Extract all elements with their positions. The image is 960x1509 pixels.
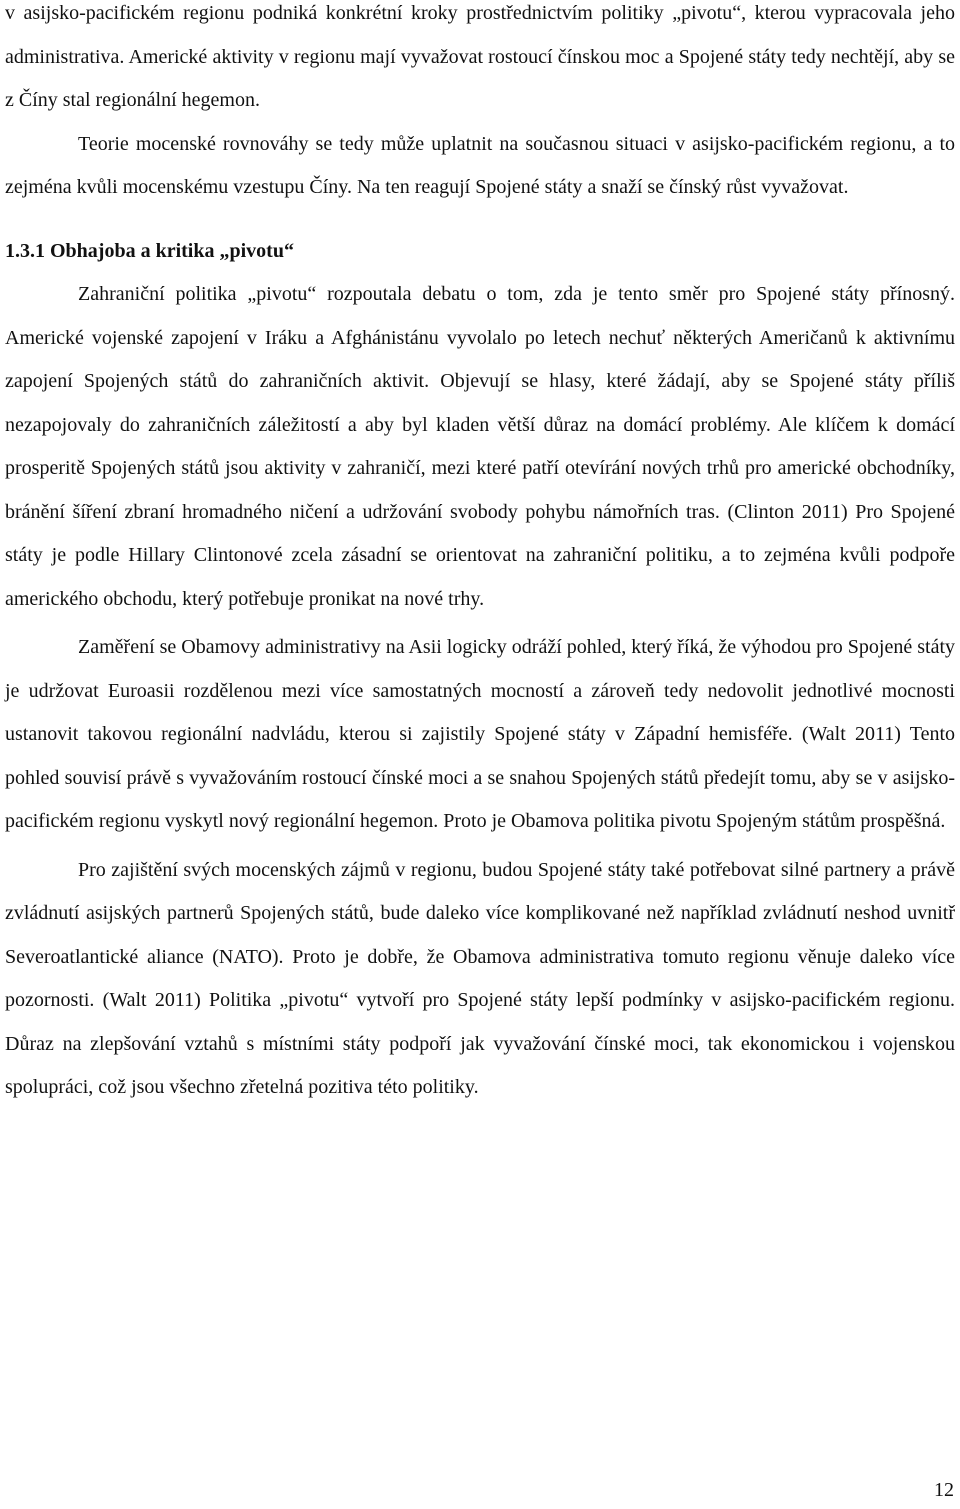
paragraph-balance-of-power: Teorie mocenské rovnováhy se tedy může uplatnit na současnou situaci v asijsko-pacifickém regionu, a to zejména kvůli mocenskému vzestupu Číny. Na ten reagují Spojené státy a snaží se čínský růst vyvažovat.	[5, 132, 955, 198]
paragraph-strong-partners: Pro zajištění svých mocenských zájmů v regionu, budou Spojené státy také potřebovat silné partnery a právě zvládnutí asijských partnerů Spojených států, bude daleko více komplikované než například zvládnutí neshod uvnitř Severoatlantické aliance (NATO). Proto je dobře, že Obamova administrativa tomuto regionu věnuje daleko více pozornosti. (Walt 2011) Politika „pivotu“ vytvoří pro Spojené státy lepší podmínky v asijsko-pacifickém regionu. Důraz na zlepšování vztahů s místními státy podpoří jak vyvažování čínské moci, tak ekonomickou i vojenskou spolupráci, což jsou všechno zřetelná pozitiva této politiky.	[5, 858, 955, 1098]
paragraph-pivot-debate: Zahraniční politika „pivotu“ rozpoutala debatu o tom, zda je tento směr pro Spojené státy přínosný. Americké vojenské zapojení v Iráku a Afghánistánu vyvolalo po letech nechuť některých Američanů k aktivnímu zapojení Spojených států do zahraničních aktivit. Objevují se hlasy, které žádají, aby se Spojené státy příliš nezapojovaly do zahraničních záležitostí a aby byl kladen větší důraz na domácí problémy. Ale klíčem k domácí prosperitě Spojených států jsou aktivity v zahraničí, mezi které patří otevírání nových trhů pro americké obchodníky, bránění šíření zbraní hromadného ničení a udržování svobody pohybu námořních tras. (Clinton 2011) Pro Spojené státy je podle Hillary Clintonové zcela zásadní se orientovat na zahraniční politiku, a to zejména kvůli podpoře amerického obchodu, který potřebuje pronikat na nové trhy.	[5, 283, 955, 610]
page-content	[5, 0, 955, 1110]
paragraph-continuation: v asijsko-pacifickém regionu podniká konkrétní kroky prostřednictvím politiky „pivotu“, kterou vypracovala jeho administrativa. Americké aktivity v regionu mají vyvažovat rostoucí čínskou moc a Spojené státy tedy nechtějí, aby se z Číny stal regionální hegemon.	[5, 2, 955, 111]
page-number: 12	[934, 1479, 954, 1501]
paragraph-obama-asia-focus: Zaměření se Obamovy administrativy na Asii logicky odráží pohled, který říká, že výhodou pro Spojené státy je udržovat Euroasii rozdělenou mezi více samostatných mocností a zároveň tedy nedovolit jednotlivé mocnosti ustanovit takovou regionální nadvládu, kterou si zajistily Spojené státy v Západní hemisféře. (Walt 2011) Tento pohled souvisí právě s vyvažováním rostoucí čínské moci a se snahou Spojených států předejít tomu, aby se v asijsko-pacifickém regionu vyskytl nový regionální hegemon. Proto je Obamova politika pivotu Spojeným státům prospěšná.	[5, 636, 956, 832]
section-heading: 1.3.1 Obhajoba a kritika „pivotu“	[5, 239, 294, 262]
